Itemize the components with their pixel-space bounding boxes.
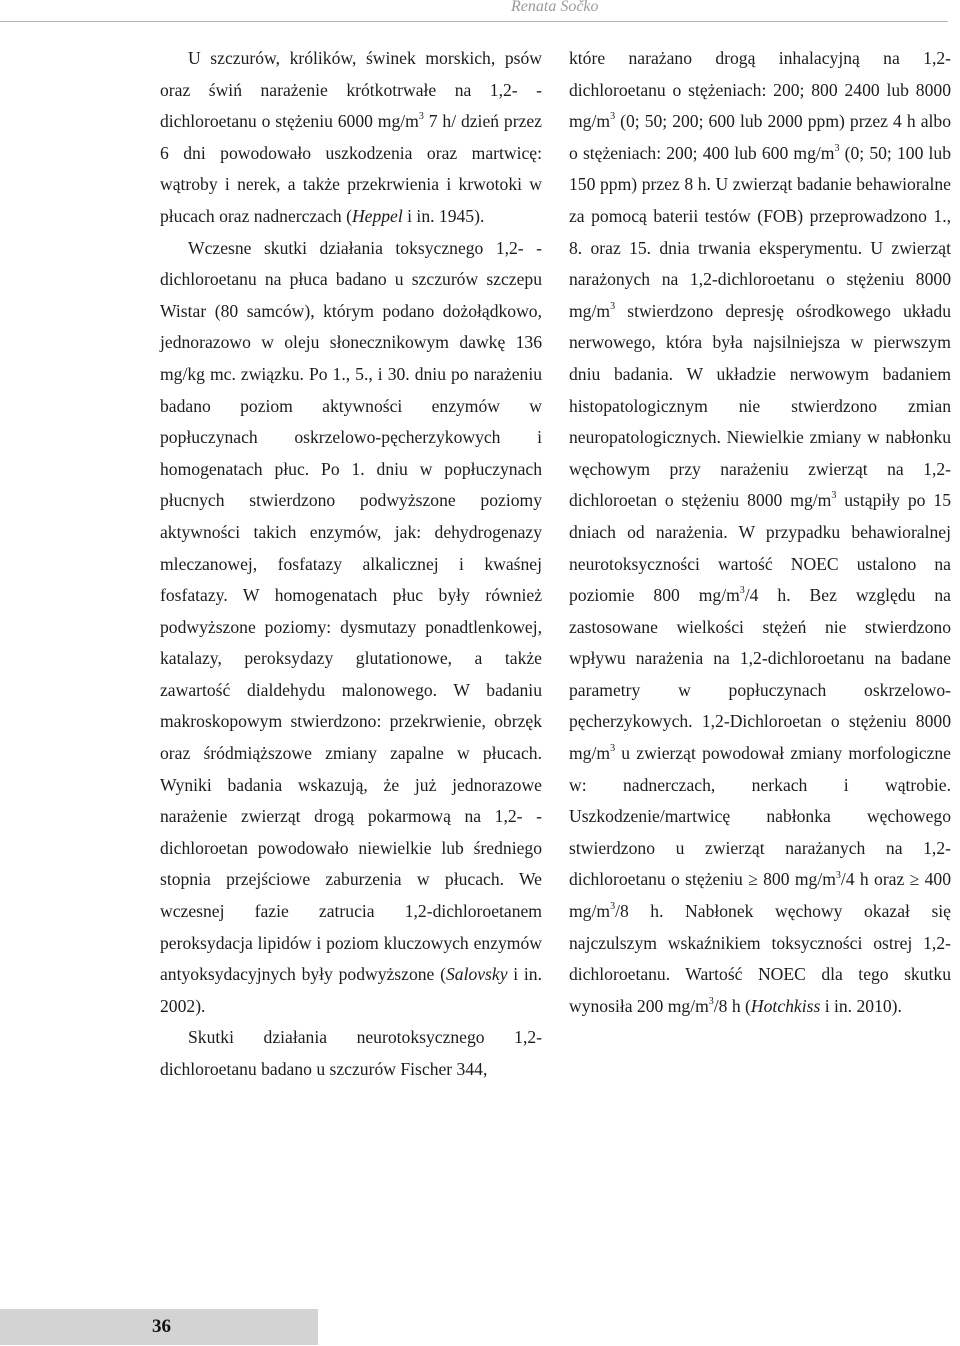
paragraph-text: 7 h/ dzień przez 6 dni powodowało uszkodzenia oraz martwicę: wątroby i nerek, a także przekrwienia i krwotoki w płucach oraz nadnerczach (: [160, 111, 542, 226]
paragraph-text: stwierdzono depresję ośrodkowego układu nerwowego, która była najsilniejsza w pierwszym dniu badania. W układzie nerwowym badaniem histopatologicznym nie stwierdzono zmian neuropatologicznych. Niewielkie zmiany w nabłonku węchowym przy narażeniu zwierząt na 1,2-dichloroetan o stężeniu 8000 mg/m: [569, 300, 951, 511]
paragraph-text: 400 mg/m: [569, 869, 951, 922]
paragraph-neurotoxicity-continued: [569, 43, 951, 1022]
paragraph-text: (0; 50; 200; 600 lub 2000 ppm) przez 4 h albo o stężeniach: 200; 400 lub 600 mg/m: [569, 111, 951, 163]
paragraph-acute-effects: [160, 43, 542, 233]
superscript: 3: [610, 743, 616, 755]
superscript: 3: [418, 111, 424, 123]
header-rule: [0, 21, 948, 22]
paragraph-text: /8 h (: [713, 995, 751, 1016]
superscript: 3: [610, 111, 616, 123]
paragraph-text: Skutki działania neurotoksycznego 1,2-dichloroetanu badano u szczurów Fischer 344,: [160, 1027, 542, 1079]
paragraph-text: u zwierząt powodował zmiany morfologiczne w: nadnerczach, nerkach i wątrobie. Uszkodzenie/martwicę nabłonka węchowego stwierdzono u zwierząt narażanych na 1,2-dichloroetanu o stężeniu: [569, 743, 951, 890]
paragraph-lung-effects: [160, 233, 542, 1023]
paragraph-text: ustąpiły po 15 dniach od narażenia. W przypadku behawioralnej neurotoksyczności wartość NOEC ustalono na poziomie 800 mg/m: [569, 490, 952, 606]
superscript: 3: [834, 142, 840, 154]
running-header-author: Renata Sočko: [511, 0, 599, 15]
superscript: 3: [610, 300, 616, 312]
paragraph-text: (0; 50; 100 lub 150 ppm) przez 8 h. U zwierząt badanie behawioralne za pomocą baterii testów (FOB) przeprowadzono 1., 8. oraz 15. dnia trwania eksperymentu. U zwierząt narażonych na 1,2-dichloroetanu o stężeniu 8000 mg/m: [569, 142, 952, 321]
paragraph-text: i in. 1945).: [402, 205, 485, 226]
superscript: 3: [708, 995, 714, 1007]
superscript: 3: [835, 869, 841, 881]
page-number: 36: [152, 1316, 171, 1337]
citation-author: Heppel: [351, 205, 403, 226]
paragraph-text: 800 mg/m: [757, 869, 836, 890]
paragraph-text: Wczesne skutki działania toksycznego 1,2- -dichloroetanu na płuca badano u szczurów szczepu Wistar (80 samców), którym podano dożołądkowo, jednorazowo w oleju słonecznikowym dawkę 136 mg/kg mc. związku. Po 1., 5., i 30. dniu po narażeniu badano poziom aktywności enzymów w popłuczynach oskrzelowo-pęcherzykowych i homogenatach płuc. Po 1. dniu w popłuczynach płucnych stwierdzono podwyższone poziomy aktywności takich enzymów, jak: dehydrogenazy mleczanowej, fosfatazy alkalicznej i kwaśnej fosfatazy. W homogenatach płuc były również podwyższone poziomy: dysmutazy ponadtlenkowej, katalazy, peroksydazy glutationowe, a także zawartość dialdehydu malonowego. W badaniu makroskopowym stwierdzono: przekrwienie, obrzęk oraz śródmiąższowe zmiany zapalne w płucach. Wyniki badania wskazują, że już jednorazowe narażenie zwierząt drogą pokarmową na 1,2- -dichloroetan powodowało niewielkie lub średniego stopnia przejściowe zaburzenia w płucach. We wczesnej fazie zatrucia 1,2-dichloroetanem peroksydacja lipidów i poziom kluczowych enzymów antyoksydacyjnych były podwyższone (: [160, 237, 542, 985]
geq-symbol: ≥: [748, 869, 758, 890]
left-column: [160, 43, 542, 1086]
paragraph-neurotoxicity-start: [160, 1022, 542, 1085]
paragraph-text: i in. 2010).: [820, 995, 902, 1016]
citation-author: Hotchkiss: [750, 995, 821, 1016]
superscript: 3: [831, 490, 837, 502]
geq-symbol: ≥: [909, 869, 920, 890]
paragraph-text: /8 h. Nabłonek węchowy okazał się najczulszym wskaźnikiem toksyczności ostrej 1,2-dichloroetanu. Wartość NOEC dla tego skutku wynosiła 200 mg/m: [569, 901, 951, 1016]
paragraph-text: /4 h. Bez względu na zastosowane wielkości stężeń nie stwierdzono wpływu narażenia na 1,2-dichloroetanu na badane parametry w popłuczynach oskrzelowo-pęcherzykowych. 1,2-Dichloroetan o stężeniu 8000 mg/m: [569, 585, 951, 764]
superscript: 3: [739, 585, 745, 597]
right-column: [569, 43, 951, 1022]
paragraph-text: U szczurów, królików, świnek morskich, psów oraz świń narażenie krótkotrwałe na 1,2- -dichloroetanu o stężeniu 6000 mg/m: [160, 48, 542, 132]
paragraph-text: /4 h oraz: [840, 869, 910, 890]
paragraph-text: które narażano drogą inhalacyjną na 1,2-dichloroetanu o stężeniach: 200; 800 2400 lub 8000 mg/m: [569, 48, 951, 132]
paragraph-text: i in. 2002).: [160, 964, 542, 1016]
citation-author: Salovsky: [445, 964, 508, 985]
superscript: 3: [610, 901, 616, 913]
